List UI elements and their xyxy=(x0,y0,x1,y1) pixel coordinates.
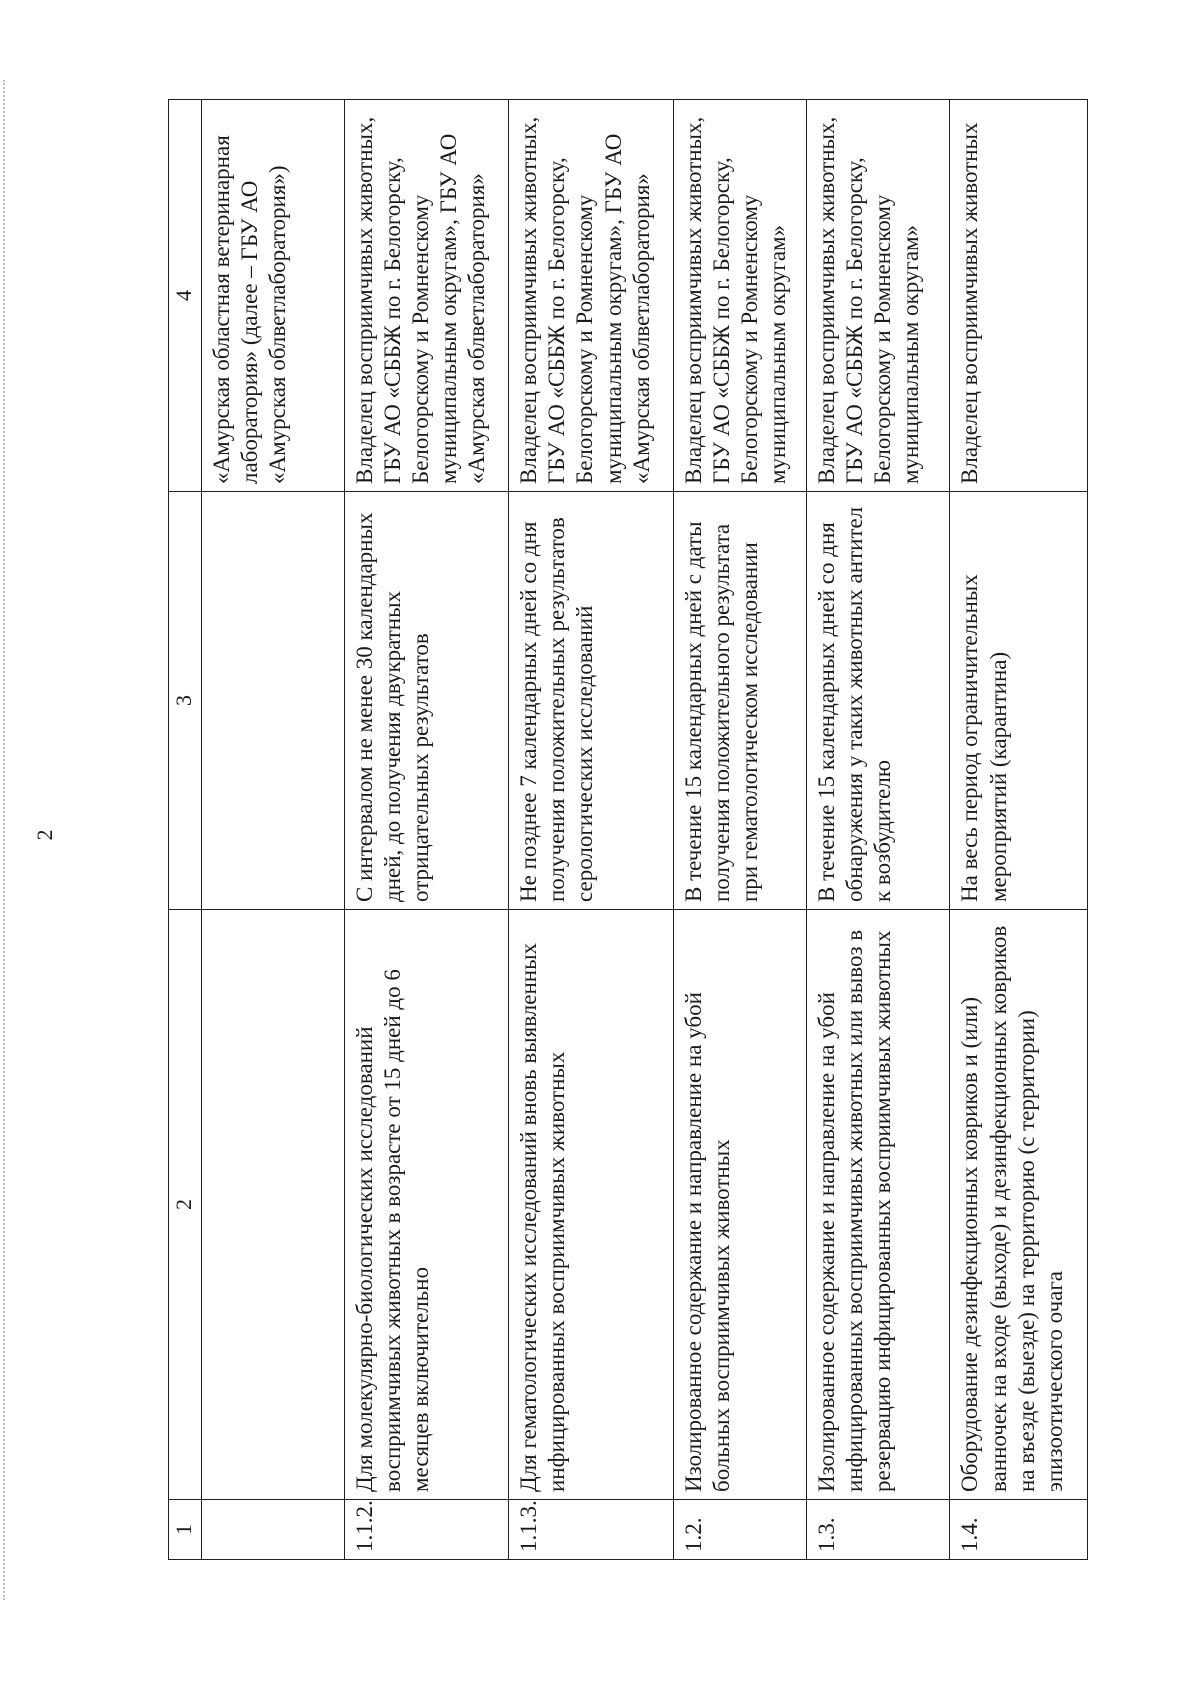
table-row xyxy=(201,100,345,1560)
table-row xyxy=(950,100,1088,1560)
table-row xyxy=(673,100,806,1560)
row-responsible: Владелец восприимчивых животных, ГБУ АО «СББЖ по г. Белогорску, Белогорскому и Ромненскому муниципальным округам», ГБУ АО «Амурская облветлаборатория» xyxy=(345,100,509,492)
row-number xyxy=(201,1500,345,1560)
row-measure: Изолированное содержание и направление на убой больных восприимчивых животных xyxy=(673,910,806,1500)
header-col-4: 4 xyxy=(169,100,202,492)
row-responsible: Владелец восприимчивых животных xyxy=(950,100,1088,492)
row-number: 1.1.3. xyxy=(509,1500,673,1560)
row-responsible: Владелец восприимчивых животных, ГБУ АО «СББЖ по г. Белогорску, Белогорскому и Ромненскому муниципальным округам» xyxy=(806,100,950,492)
row-number: 1.2. xyxy=(673,1500,806,1560)
scan-edge-dots xyxy=(3,80,5,1600)
table-row xyxy=(509,100,673,1560)
row-measure: Для молекулярно-биологических исследований восприимчивых животных в возрасте от 15 дней до 6 месяцев включительно xyxy=(345,910,509,1500)
header-col-2: 2 xyxy=(169,910,202,1500)
row-responsible: «Амурская областная ветеринарная лаборатория» (далее – ГБУ АО «Амурская облветлаборатория») xyxy=(201,100,345,492)
row-term: С интервалом не менее 30 календарных дней, до получения двукратных отрицательных результатов xyxy=(345,492,509,910)
row-term xyxy=(201,492,345,910)
header-col-3: 3 xyxy=(169,492,202,910)
row-term: Не позднее 7 календарных дней со дня получения положительных результатов серологических исследований xyxy=(509,492,673,910)
rotated-table-inner xyxy=(168,100,1088,1560)
row-number: 1.4. xyxy=(950,1500,1088,1560)
page-number: 2 xyxy=(32,829,57,841)
row-term: В течение 15 календарных дней с даты получения положительного результата при гематологическом исследовании xyxy=(673,492,806,910)
rotated-table-wrapper xyxy=(168,100,1088,1560)
row-measure: Оборудование дезинфекционных ковриков и (или) ванночек на входе (выходе) и дезинфекционных ковриков на въезде (выезде) на территорию (с территории) эпизоотического очага xyxy=(950,910,1088,1500)
table-header-row xyxy=(169,100,202,1560)
row-term: На весь период ограничительных мероприятий (карантина) xyxy=(950,492,1088,910)
table-row xyxy=(345,100,509,1560)
row-number: 1.3. xyxy=(806,1500,950,1560)
row-measure xyxy=(201,910,345,1500)
row-number: 1.1.2. xyxy=(345,1500,509,1560)
header-col-1: 1 xyxy=(169,1500,202,1560)
row-measure: Для гематологических исследований вновь выявленных инфицированных восприимчивых животных xyxy=(509,910,673,1500)
row-responsible: Владелец восприимчивых животных, ГБУ АО «СББЖ по г. Белогорску, Белогорскому и Ромненскому муниципальным округам» xyxy=(673,100,806,492)
measures-table xyxy=(168,99,1088,1560)
row-measure: Изолированное содержание и направление на убой инфицированных восприимчивых животных или вывоз в резервацию инфицированных восприимчивых животных xyxy=(806,910,950,1500)
table-row xyxy=(806,100,950,1560)
row-term: В течение 15 календарных дней со дня обнаружения у таких животных антител к возбудителю xyxy=(806,492,950,910)
row-responsible: Владелец восприимчивых животных, ГБУ АО «СББЖ по г. Белогорску, Белогорскому и Ромненскому муниципальным округам», ГБУ АО «Амурская облветлаборатория» xyxy=(509,100,673,492)
